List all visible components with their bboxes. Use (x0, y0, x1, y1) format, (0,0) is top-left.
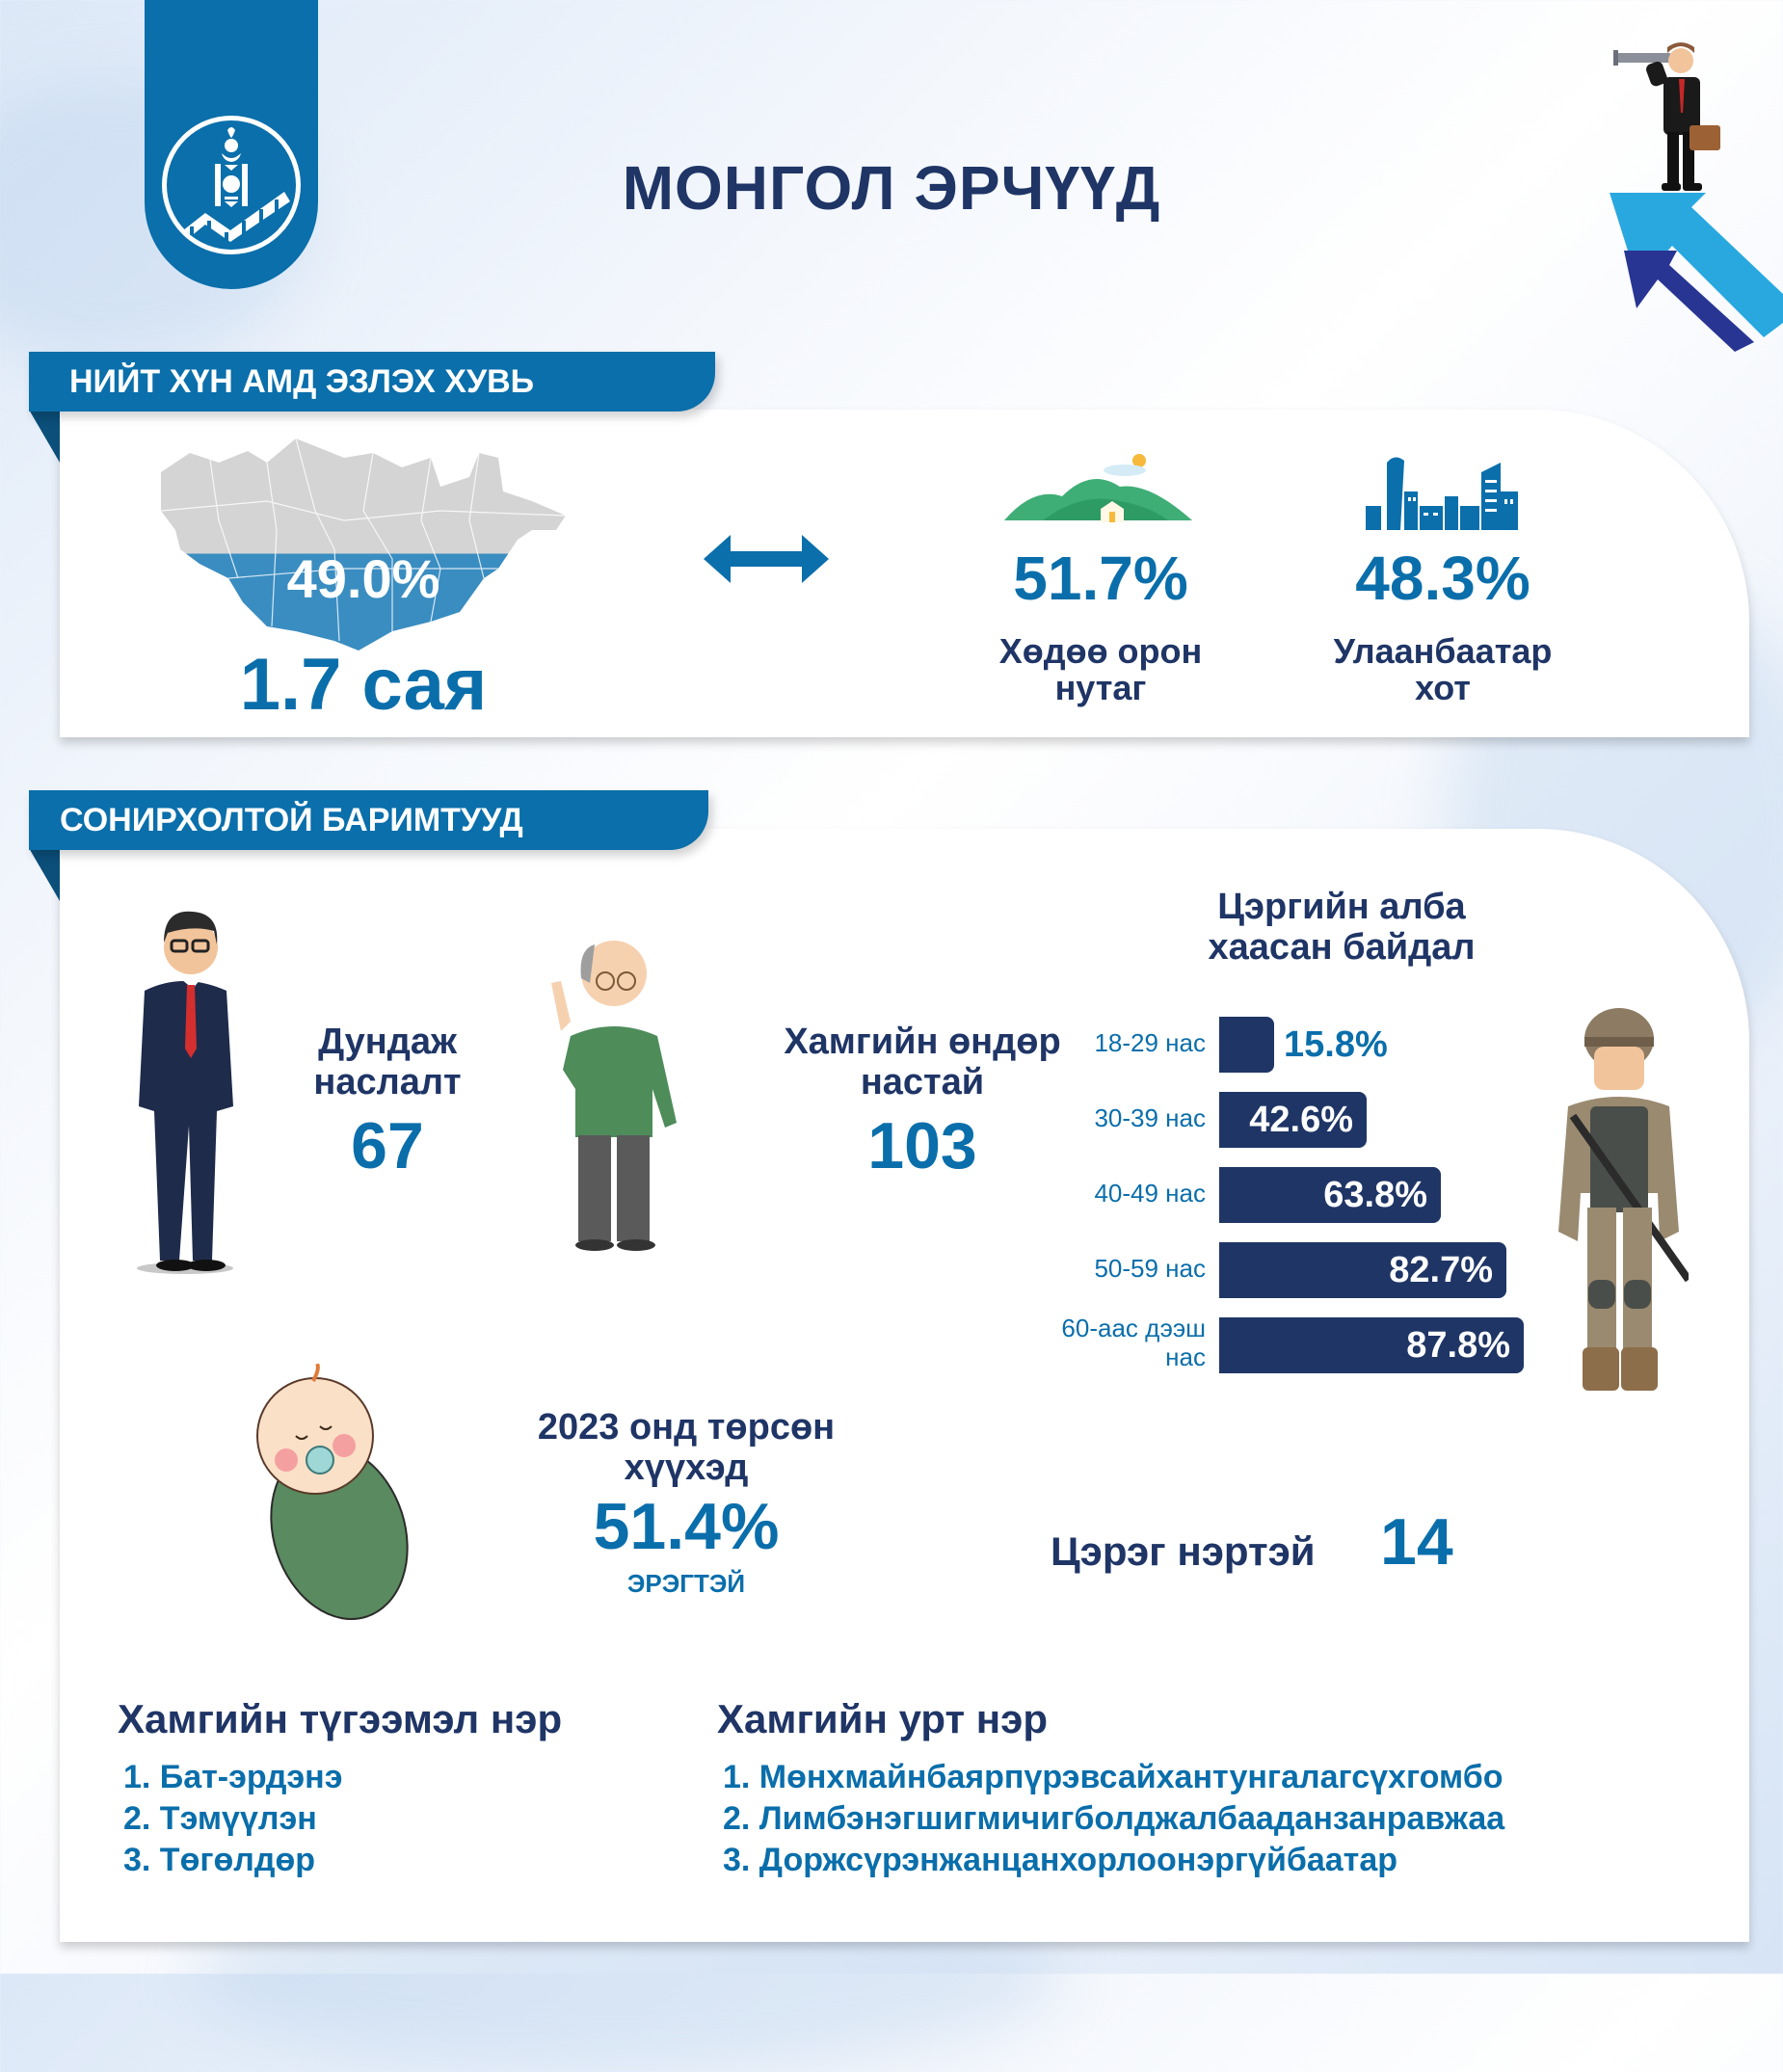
avg-age-value: 67 (351, 1109, 424, 1182)
rural-percent: 51.7% (1013, 544, 1188, 613)
page-title: МОНГОЛ ЭРЧҮҮД (622, 153, 1161, 223)
baby-icon (248, 1364, 412, 1624)
bar-category-label: 60-аас дээш нас (1061, 1314, 1206, 1371)
section-banner-population-share (29, 352, 715, 412)
double-arrow-icon (704, 535, 829, 583)
births-sublabel: ЭРЭГТЭЙ (626, 1569, 746, 1598)
common-names-title: Хамгийн түгээмэл нэр (118, 1696, 563, 1741)
banner-fold (29, 848, 60, 901)
bar-value-label: 87.8% (1406, 1325, 1510, 1366)
births-label (484, 1407, 889, 1488)
businessman-icon (125, 904, 251, 1275)
mongolia-map-icon (151, 434, 575, 675)
city-label-line: Улаанбаатар (1333, 631, 1553, 671)
bar-value-label: 82.7% (1389, 1250, 1493, 1290)
bar-value-label: 15.8% (1284, 1024, 1388, 1065)
rural-label-line: нутаг (1054, 668, 1147, 707)
rural-label (956, 633, 1245, 706)
bar-category-label: 50-59 нас (1094, 1254, 1206, 1283)
population-count: 1.7 сая (239, 644, 488, 726)
bar-value-label: 63.8% (1323, 1175, 1427, 1215)
bar-category-label: 18-29 нас (1094, 1028, 1206, 1057)
banner-fold (29, 410, 60, 463)
population-share-panel (60, 410, 1749, 737)
chart-title (1158, 887, 1525, 968)
common-names-list (123, 1757, 343, 1881)
interesting-facts-panel (60, 829, 1749, 1942)
bar-value-label: 42.6% (1249, 1100, 1353, 1140)
list-item: 3. Төгөлдөр (123, 1842, 315, 1878)
countryside-hills-icon (1004, 453, 1192, 530)
list-item: 1. Мөнхмайнбаярпүрэвсайхантунгалагсүхгомбо (723, 1759, 1504, 1795)
list-item: 3. Доржсүрэнжанцанхорлоонэргүйбаатар (723, 1842, 1398, 1878)
businessman-telescope-arrow-icon (1581, 34, 1783, 352)
map-percent: 49.0% (286, 548, 440, 609)
bar-category-label: 40-49 нас (1094, 1179, 1206, 1208)
military-name-label: Цэрэг нэртэй (1051, 1528, 1316, 1574)
section-banner-label: НИЙТ ХҮН АМД ЭЗЛЭХ ХУВЬ (69, 363, 535, 400)
bar-category-label: 30-39 нас (1094, 1103, 1206, 1132)
section-banner-interesting-facts (29, 790, 708, 850)
oldest-value: 103 (867, 1109, 977, 1182)
soldier-icon (1544, 1000, 1689, 1395)
births-value: 51.4% (593, 1490, 780, 1563)
avg-age-label (277, 1022, 498, 1102)
military-name-value: 14 (1380, 1505, 1453, 1579)
births-label-line: 2023 онд төрсөн (537, 1407, 836, 1448)
long-names-list (723, 1757, 1504, 1881)
oldest-label-line: Хамгийн өндөр (784, 1022, 1061, 1062)
births-label-line: хүүхэд (624, 1448, 749, 1488)
chart-title-line: хаасан байдал (1208, 927, 1476, 968)
logo (145, 0, 318, 289)
city-label (1298, 633, 1587, 706)
chart-title-line: Цэргийн алба (1217, 887, 1466, 927)
long-names-title: Хамгийн урт нэр (717, 1696, 1048, 1741)
elderly-man-icon (542, 925, 686, 1262)
oldest-label-line: настай (860, 1062, 985, 1102)
section-banner-label: СОНИРХОЛТОЙ БАРИМТУУД (60, 802, 523, 838)
avg-age-label-line: Дундаж (318, 1022, 457, 1062)
city-skyline-icon (1366, 453, 1520, 530)
rural-label-line: Хөдөө орон (998, 631, 1203, 671)
list-item: 2. Лимбэнэгшигмичигболджалбааданзанравжаа (723, 1800, 1505, 1837)
list-item: 2. Тэмүүлэн (123, 1800, 317, 1837)
avg-age-label-line: наслалт (313, 1062, 462, 1102)
list-item: 1. Бат-эрдэнэ (123, 1759, 343, 1795)
city-label-line: хот (1415, 668, 1471, 707)
bar (1219, 1017, 1274, 1073)
city-percent: 48.3% (1355, 544, 1530, 613)
